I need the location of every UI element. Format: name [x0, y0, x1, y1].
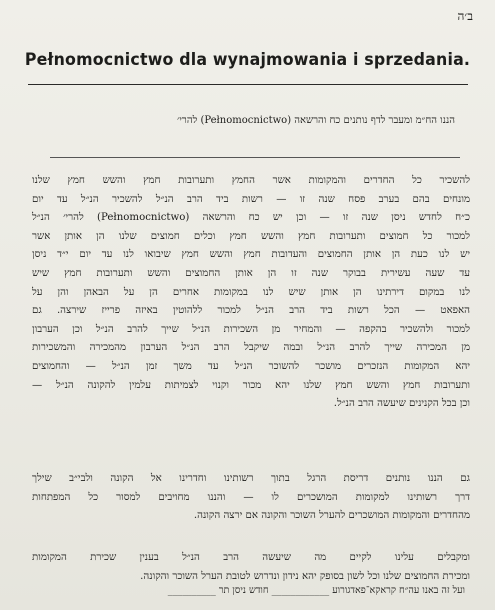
paragraph-line: למכור ולהשכיר בהקפה — והמחיר מן השכירות הנ״ל שייך להרב הנ״ל וכן הערבון — [32, 323, 470, 335]
paragraph-line: מן המכירה שייך להרב הנ״ל ובמה שיקבל הרב הנ״ל הערבון מהמכירה והמשכירות — [32, 342, 470, 354]
paragraph-line: מהחדרים והמקומות המושכרים להערל השוכר והקונה אם ירצה הקונה. — [193, 510, 470, 522]
paragraph-line: למכור כל חמוצים ותערובות חמץ והשש חמץ וכלים חמוצים שלנו הן אותן אשר — [32, 230, 470, 242]
intro-rule — [50, 157, 460, 158]
paragraph-line: דרך רשותינו למקומות המושכרים לו — והננו מחויבים למסור כל המפתחות — [32, 491, 470, 503]
paragraph-3 — [32, 549, 470, 586]
folio-mark: ב׳ה — [457, 9, 473, 23]
paragraph-line: לנו במקום דירתינו הן אותן שיש לנו במקומות אחרים הן על הבאהן והן על — [32, 286, 470, 298]
paragraph-line: ותערובות חמץ והשש חמץ שלנו יהא מכור וקנוי לצמיתות עלמין להקונה הנ״ל — — [32, 379, 470, 391]
paragraph-1 — [32, 172, 470, 414]
document-title: Pełnomocnictwo dla wynajmowania i sprzedania. — [24, 50, 471, 70]
paragraph-line: עד שעה עשירית בבוקר שנה זו הן אותן החמוצים והשש ותערובות חמץ שיש — [32, 267, 470, 279]
paragraph-line: כ״ח לחדש ניסן שנה זו — וכן יש כח והרשאה (Pełnomocnictwo) להרי׳ הנ״ל — [32, 212, 470, 224]
paragraph-line: גם הננו נותנים דריסת הרגל בתוך רשותינו וחדרינו אל הקונה ולבי״ב שילך — [32, 473, 470, 484]
signature-line: ועל זה באנו עה״ח קראקא־פאדגורוע ____________ חודש ניסן תר __________ — [167, 585, 465, 596]
paragraph-line: וכן בכל הקנינים שיעשה הרב הנ״ל. — [333, 398, 470, 410]
intro-line: הננו הח״מ ומעבר לדף נותנים כח והרשאה (Pełnomocnictwo) להרי׳ — [177, 115, 455, 126]
title-rule — [28, 84, 468, 85]
paragraph-line: ומכירת החמוצים שלנו וכל לשון בסופק יהא נידון ונדרוש לטובת הערל השוכר והקונה. — [140, 570, 470, 582]
paragraph-line: יש לנו כעת הן אותן החמוצים והעדובות חמץ והשש חמץ שיבואו לנו עד יום י״ד ניסן — [32, 249, 470, 261]
paragraph-2 — [32, 470, 470, 526]
paragraph-line: מונחים בהם בערב פסח שנה זו — רשות ביד הרב הנ״ל להשכיר הנ״ל עד יום — [32, 193, 470, 205]
paragraph-line: יהא המקומות הנזכרים מושכר להשוכר הנ״ל עד משך זמן הנ״ל — והחמוצים — [32, 360, 470, 372]
paragraph-line: ומקבלים עלינו לקיים מה שיעשה הרב הנ״ל בענין שכירת המקומות — [32, 552, 470, 563]
paragraph-line: להשכיר כל החדרים והמקומות אשר החמץ ותערובות חמץ והשש חמץ שלנו — [32, 175, 470, 186]
paragraph-line: האפאט — הכל רשות ביד הרב הנ״ל למכור ללהוטין באיזה פרייז שירצה. גם — [32, 305, 470, 317]
